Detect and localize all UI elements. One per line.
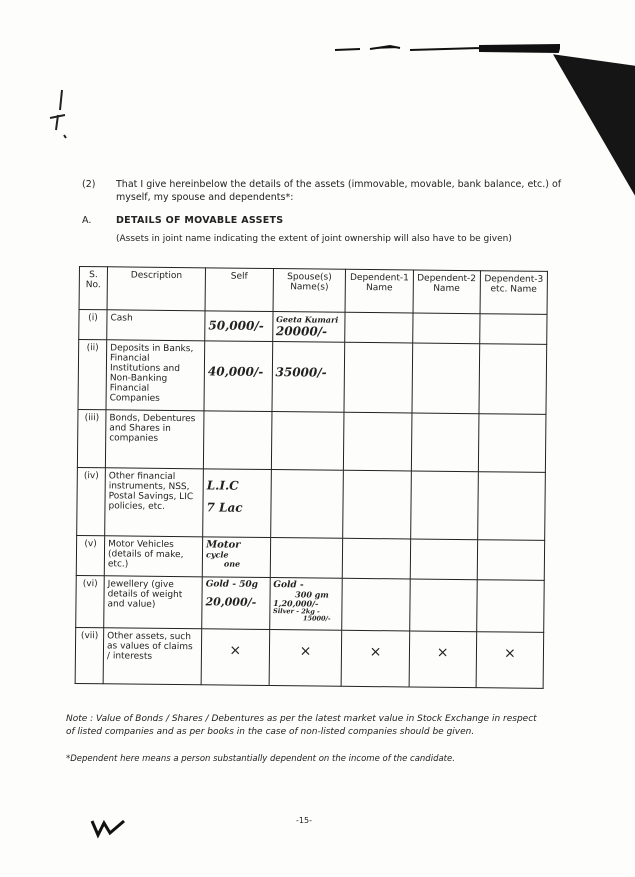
section-heading: DETAILS OF MOVABLE ASSETS <box>116 215 284 226</box>
intro-number: (2) <box>82 179 96 190</box>
cell-dependent-3 <box>478 414 546 473</box>
dependent-footnote: *Dependent here means a person substantially dependent on the income of the candidate. <box>66 754 455 764</box>
handwritten-value: 300 gm <box>295 589 329 600</box>
cell-dependent-3 <box>477 540 545 581</box>
table-row <box>76 575 545 632</box>
cell-dependent-2 <box>411 413 479 472</box>
header-dependent-1: Dependent-1 Name <box>346 269 414 313</box>
handwritten-value: Gold - <box>273 580 304 591</box>
row-description: Motor Vehicles (details of make, etc.) <box>104 536 202 577</box>
row-number: (v) <box>76 535 104 575</box>
handwritten-value: 40,000/- <box>207 364 264 379</box>
cell-dependent-1 <box>343 538 411 579</box>
handwritten-value: Gold - 50g <box>205 579 259 590</box>
handwritten-value: one <box>223 558 241 569</box>
cell-spouse <box>272 312 345 343</box>
cross-mark: × <box>229 642 242 659</box>
header-self: Self <box>205 268 273 312</box>
cell-dependent-3 <box>479 344 547 415</box>
cell-self <box>203 411 271 470</box>
cell-dependent-2 <box>410 471 478 540</box>
header-dependent-3: Dependent-3 etc. Name <box>480 271 548 315</box>
header-sno: S. No. <box>79 267 107 310</box>
handwritten-value: 1,20,000/- <box>273 598 319 609</box>
table-row <box>77 409 546 472</box>
handwritten-value: L.I.C <box>206 478 239 493</box>
row-number: (iii) <box>77 409 106 467</box>
cell-self <box>203 469 271 538</box>
scan-corner-shadow <box>553 54 635 196</box>
handwritten-value: Motor <box>206 539 241 551</box>
cell-dependent-2 <box>409 631 477 688</box>
handwritten-value: cycle <box>205 549 229 560</box>
cell-spouse <box>271 412 344 471</box>
row-description: Deposits in Banks, Financial Institutions and Non-Banking Financial Companies <box>106 340 205 411</box>
cell-spouse <box>272 342 346 413</box>
table-note: Note : Value of Bonds / Shares / Debentures as per the latest market value in Stock Exchange in respect of listed companies and as per books in the case of non-listed companies should be given. <box>66 714 537 737</box>
scan-mark-left <box>40 80 80 160</box>
section-subtitle: (Assets in joint name indicating the extent of joint ownership will also have to be given) <box>116 234 512 244</box>
cell-spouse <box>269 578 342 631</box>
table-row <box>77 467 546 540</box>
cross-mark: × <box>503 645 516 662</box>
header-spouse: Spouse(s) Name(s) <box>273 269 346 313</box>
scan-artifact-top <box>330 40 560 54</box>
cell-dependent-1 <box>344 412 412 471</box>
handwritten-value: 7 Lac <box>206 500 243 515</box>
handwritten-value: 20,000/- <box>205 595 257 609</box>
section-number: A. <box>82 215 92 226</box>
table-row <box>75 627 544 688</box>
row-number: (i) <box>79 310 107 340</box>
cell-self <box>201 629 269 686</box>
row-number: (vi) <box>76 575 105 627</box>
row-number: (iv) <box>77 467 106 535</box>
cell-self <box>204 341 272 412</box>
cell-spouse <box>270 470 344 539</box>
handwritten-value: 50,000/- <box>208 318 264 333</box>
header-dependent-2: Dependent-2 Name <box>413 270 481 314</box>
cell-self <box>202 577 270 630</box>
cell-dependent-1 <box>342 578 410 631</box>
page-number: -15- <box>296 816 312 825</box>
section-a <box>82 215 562 244</box>
cross-mark: × <box>436 644 449 661</box>
cell-self <box>205 311 273 342</box>
cell-dependent-2 <box>410 539 478 580</box>
cell-dependent-2 <box>409 579 477 632</box>
signature-mark <box>90 815 130 839</box>
table-row <box>76 535 544 580</box>
cell-dependent-2 <box>412 343 480 414</box>
cell-dependent-1 <box>343 470 411 539</box>
row-description: Jewellery (give details of weight and value) <box>104 576 203 629</box>
intro-text: That I give hereinbelow the details of the assets (immovable, movable, bank balance, etc.) of myself, my spouse and dependents*: <box>116 179 562 203</box>
cell-dependent-3 <box>477 472 545 541</box>
row-description: Other assets, such as values of claims / interests <box>103 628 202 685</box>
intro-paragraph <box>82 178 562 204</box>
cell-spouse <box>270 538 343 579</box>
table-row <box>78 340 547 415</box>
row-number: (vii) <box>75 627 104 683</box>
handwritten-name: Geeta Kumari <box>276 314 339 325</box>
header-description: Description <box>107 267 205 311</box>
movable-assets-table <box>75 266 548 689</box>
cross-mark: × <box>299 643 312 660</box>
row-number: (ii) <box>78 340 107 410</box>
cell-self <box>202 537 270 578</box>
cell-dependent-1 <box>342 630 410 687</box>
row-description: Cash <box>107 310 205 341</box>
cell-dependent-3 <box>476 632 544 689</box>
cell-dependent-1 <box>345 312 412 343</box>
cell-spouse <box>269 630 342 687</box>
row-description: Other financial instruments, NSS, Postal Savings, LIC policies, etc. <box>105 468 204 537</box>
cross-mark: × <box>369 644 382 661</box>
handwritten-value: 35000/- <box>275 365 327 380</box>
table-row <box>79 310 547 345</box>
handwritten-value: Silver - 2kg - <box>272 607 320 616</box>
cell-dependent-2 <box>412 313 479 344</box>
handwritten-value: 15000/- <box>302 614 331 623</box>
row-description: Bonds, Debentures and Shares in companies <box>105 410 204 469</box>
cell-dependent-3 <box>480 314 548 345</box>
table-header-row <box>79 267 547 315</box>
cell-dependent-3 <box>476 580 544 633</box>
cell-dependent-1 <box>344 342 412 413</box>
handwritten-value: 20000/- <box>275 324 328 339</box>
